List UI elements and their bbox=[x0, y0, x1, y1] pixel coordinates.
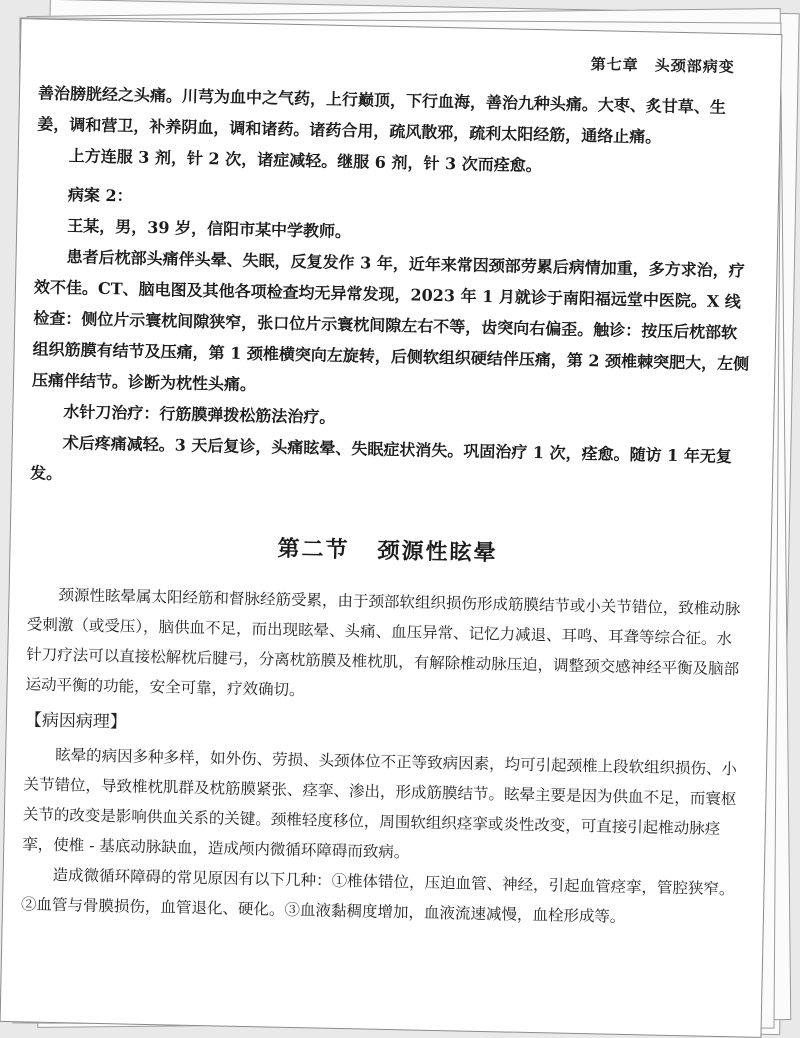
paragraph: 王某，男，39 岁，信阳市某中学教师。 bbox=[67, 216, 352, 242]
page-body bbox=[21, 50, 757, 935]
case-title: 病案 2： bbox=[67, 185, 133, 206]
paragraph: 术后疼痛减轻。3 天后复诊，头痛眩晕、失眠症状消失。巩固治疗 1 次，痊愈。随访 1 年无复发。 bbox=[29, 433, 733, 484]
section-body bbox=[21, 579, 746, 934]
paragraph: 眩晕的病因多种多样，如外伤、劳损、头颈体位不正等致病因素，均可引起颈椎上段软组织损伤、小关节错位，导致椎枕肌群及枕筋膜紧张、痉挛、渗出，形成筋膜结节。眩晕主要是因为供血不足，而寰枢关节的改变是影响供血关系的关键。颈椎轻度移位，周围软组织痉挛或炎性改变，可直接引起椎动脉痉挛，使椎 - 基底动脉缺血，造成颅内微循环障碍而致病。 bbox=[22, 746, 738, 862]
section-title bbox=[28, 526, 746, 572]
paragraph: 造成微循环障碍的常见原因有以下几种：①椎体错位，压迫血管、神经，引起血管痉挛，管腔狭窄。②血管与骨膜损伤，血管退化、硬化。③血液黏稠度增加，血液流速减慢，血栓形成等。 bbox=[20, 865, 735, 926]
subsection-heading: 【病因病理】 bbox=[24, 710, 128, 733]
paragraph: 上方连服 3 剂，针 2 次，诸症减轻。继服 6 剂，针 3 次而痊愈。 bbox=[68, 146, 542, 176]
paragraph: 水针刀治疗：行筋膜弹拨松筋法治疗。 bbox=[63, 402, 336, 427]
paragraph: 患者后枕部头痛伴头晕、失眠，反复发作 3 年，近年来常因颈部劳累后病情加重，多方求治，疗效不佳。CT、脑电图及其他各项检查均无异常发现，2023 年 1 月就诊于南阳福远堂中医院。X 线检查：侧位片示寰枕间隙狭窄，张口位片示寰枕间隙左右不等，齿突向右偏歪。触诊：按压后枕部软组织筋膜有结节及压痛，第 1 颈椎横突向左旋转，后侧软组织硬结伴压痛，第 2 颈椎棘突肥大，左侧压痛伴结节。诊断为枕性头痛。 bbox=[31, 247, 750, 395]
paragraph: 颈源性眩晕属太阳经筋和督脉经筋受累，由于颈部软组织损伤形成筋膜结节或小关节错位，致椎动脉受刺激（或受压），脑供血不足，而出现眩晕、头痛、血压异常、记忆力减退、耳鸣、耳聋等综合征。水针刀疗法可以直接松解枕后腱弓，分离枕筋膜及椎枕肌，有解除椎动脉压迫，调整颈交感神经平衡及脑部运动平衡的功能，安全可靠，疗效确切。 bbox=[25, 586, 741, 700]
paragraph: 善治膀胱经之头痛。川芎为血中之气药，上行巅顶，下行血海，善治九种头痛。大枣、炙甘草、生姜，调和营卫，补养阴血，调和诸药。诸药合用，疏风散邪，疏利太阳经筋，通络止痛。 bbox=[37, 83, 727, 147]
running-head: 第七章 头颈部病变 bbox=[590, 55, 735, 77]
book-page bbox=[0, 18, 782, 1038]
section-name: 颈源性眩晕 bbox=[377, 537, 498, 567]
section-number: 第二节 bbox=[277, 535, 350, 564]
